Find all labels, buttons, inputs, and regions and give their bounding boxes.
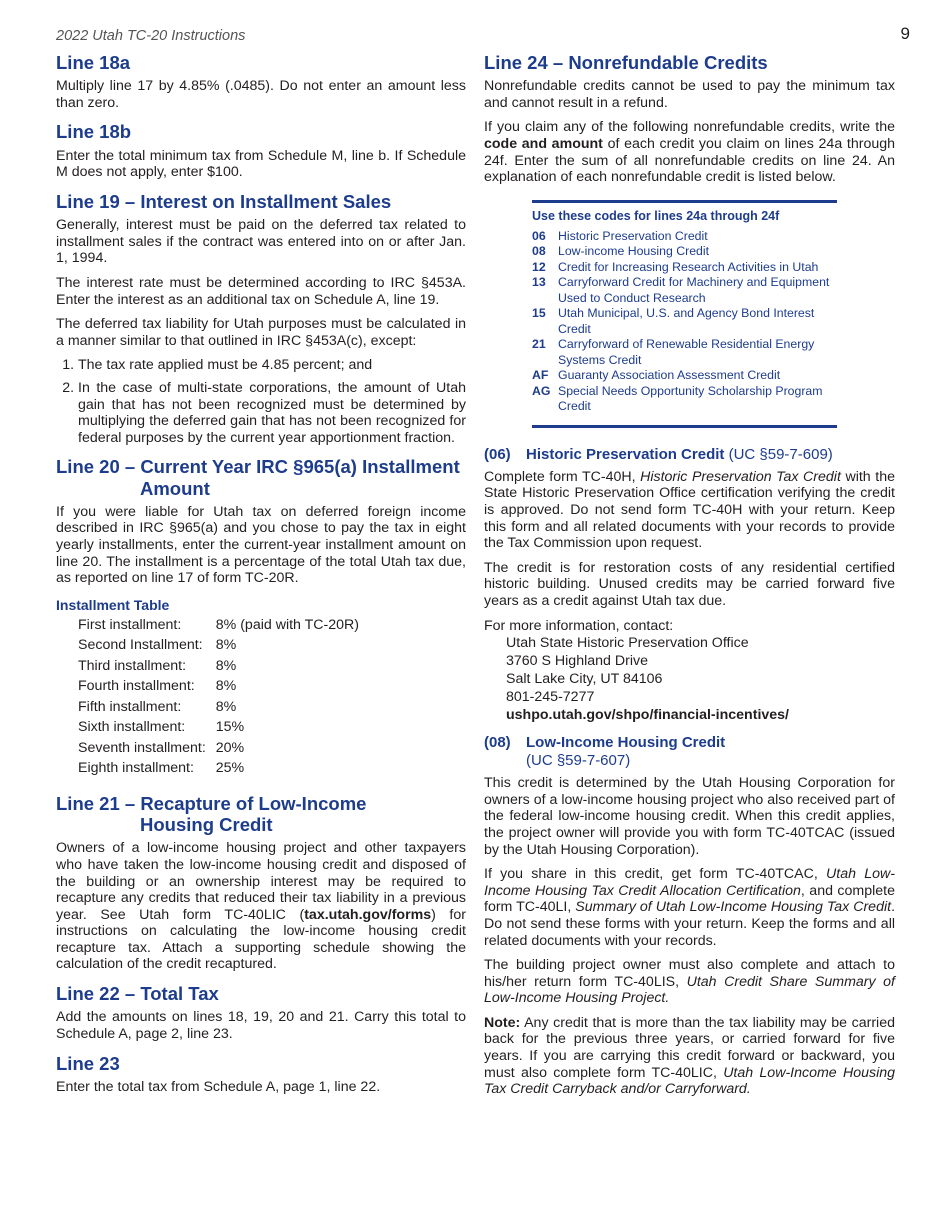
installment-table-title: Installment Table: [56, 596, 170, 613]
credit-06-paragraph: The credit is for restoration costs of any residential certified historic building. Unused credits may be carried forward five years as a credit against Utah tax due.: [484, 559, 895, 609]
table-row: [74, 617, 365, 638]
line-23-text: Enter the total tax from Schedule A, page 1, line 22.: [56, 1078, 381, 1095]
installment-value: 25%: [215, 760, 245, 777]
section-line-24: [484, 52, 895, 186]
line-18b-text: Enter the total minimum tax from Schedule M, line b. If Schedule M does not apply, enter $100.: [56, 147, 466, 181]
table-row: [74, 760, 365, 781]
list-item: 2. In the case of multi-state corporations, the amount of Utah gain that has not been recognized must be determined by multiplying the deferred gain that has not been recognized for federal purposes by the current year apportionment fraction.: [78, 380, 466, 446]
installment-label: First installment:: [78, 616, 182, 633]
page-header: 2022 Utah TC-20 Instructions: [56, 28, 246, 44]
note-label: Note:: [484, 1014, 521, 1031]
line-21-heading: [56, 793, 466, 836]
address-line: Salt Lake City, UT 84106: [506, 671, 663, 688]
credit-code: (08): [484, 734, 511, 752]
credit-08-text-part: . Do not send these forms with your return. Keep the forms and all related documents with your records.: [484, 899, 896, 949]
installment-table: [74, 617, 365, 781]
line-24-text-part: of each credit you claim on lines 24a through 24f. Enter the sum of all nonrefundable credits on line 24. An explanation of each nonrefundable credit is listed below.: [484, 136, 896, 186]
section-line-18b: [56, 121, 466, 180]
code-row: [532, 384, 837, 415]
phone-number: 801-245-7277: [506, 689, 595, 706]
code-label: Carryforward Credit for Machinery and Equipment Used to Conduct Research: [558, 275, 830, 305]
line-18a-heading: Line 18a: [56, 52, 131, 73]
table-row: [74, 740, 365, 761]
form-title: Utah Credit Share Summary of Low-Income Housing Project.: [484, 973, 895, 1007]
credit-08-paragraph: This credit is determined by the Utah Housing Corporation for owners of a low-income housing project who also received part of the federal low-income housing credit. When this credit applies, the project owner will provide you with form TC-40TCAC (issued by the Utah Housing Corporation).: [484, 775, 895, 858]
installment-label: Second Installment:: [78, 637, 203, 654]
line-20-heading-second: Amount: [140, 477, 210, 499]
installment-label: Fifth installment:: [78, 698, 182, 715]
credit-08-text-part: , and complete form TC-40LI,: [484, 882, 895, 916]
line-20-heading-first: Line 20 – Current Year IRC §965(a) Installment: [56, 456, 460, 478]
installment-label: Fourth installment:: [78, 678, 195, 695]
credit-08-heading: [484, 734, 895, 770]
credit-codes-box: [532, 200, 837, 428]
installment-label: Third installment:: [78, 657, 187, 674]
code-row: [532, 229, 837, 245]
credit-code: (06): [484, 445, 511, 463]
credit-06-paragraph: [484, 469, 895, 552]
code-label: Special Needs Opportunity Scholarship Program Credit: [558, 383, 823, 414]
installment-value: 8% (paid with TC-20R): [215, 616, 360, 633]
installment-value: 20%: [215, 739, 245, 756]
installment-value: 8%: [215, 637, 237, 654]
credit-08-paragraph: [484, 866, 895, 949]
code-number: AG: [532, 383, 551, 398]
exception-list: [56, 357, 466, 446]
page-number: 9: [900, 24, 910, 43]
line-19-paragraph: Generally, interest must be paid on the deferred tax related to installment sales if the contract was entered into on or after Jan. 1, 1994.: [56, 217, 466, 267]
address-line: 3760 S Highland Drive: [506, 653, 648, 670]
code-row: [532, 260, 837, 276]
form-title: Historic Preservation Tax Credit: [640, 468, 841, 485]
line-20-heading: [56, 456, 466, 499]
left-column: [56, 52, 466, 1105]
code-number: 15: [532, 306, 546, 321]
line-21-text-part: Owners of a low-income housing project and other taxpayers who have taken the low-income housing credit and disposed of the building or an ownership interest may be required to recapture any credits that reduced their tax liability in a previous year. See Utah form TC-40LIC (: [56, 840, 466, 923]
code-row: [532, 244, 837, 260]
contact-address: [484, 634, 895, 724]
line-18b-heading: Line 18b: [56, 121, 132, 143]
form-title: Summary of Utah Low-Income Housing Tax Credit: [575, 899, 892, 916]
installment-label: Eighth installment:: [78, 760, 194, 777]
ushpo-link[interactable]: ushpo.utah.gov/shpo/financial-incentives/: [506, 707, 789, 724]
line-23-heading: Line 23: [56, 1052, 120, 1074]
line-24-heading: Line 24 – Nonrefundable Credits: [484, 52, 768, 73]
code-label: Guaranty Association Assessment Credit: [558, 368, 781, 383]
section-line-21: [56, 793, 466, 973]
table-row: [74, 678, 365, 699]
code-row: [532, 306, 837, 337]
credit-08-paragraph: [484, 957, 895, 1007]
section-line-20: [56, 456, 466, 781]
installment-value: 8%: [215, 698, 237, 715]
form-title: Utah Low-Income Housing Tax Credit Carryback and/or Carryforward.: [484, 1064, 895, 1098]
note-text: Any credit that is more than the tax liability may be carried back for the previous three years, or carried forward for five years. If you are carrying this credit forward or backward, you must also complete form TC-40LIC,: [484, 1014, 895, 1081]
code-number: 08: [532, 244, 546, 259]
credit-08-note: [484, 1015, 895, 1098]
credit-title: Low-Income Housing Credit: [526, 734, 726, 752]
code-number: AF: [532, 368, 549, 383]
code-number: 12: [532, 259, 546, 274]
line-19-heading: Line 19 – Interest on Installment Sales: [56, 190, 392, 212]
line-19-paragraph: The deferred tax liability for Utah purposes must be calculated in a manner similar to that outlined in IRC §453A(c), except:: [56, 316, 466, 349]
line-24-paragraph: [484, 119, 895, 185]
line-21-heading-first: Line 21 – Recapture of Low-Income: [56, 792, 367, 814]
credit-08-text-part: The building project owner must also complete and attach to his/her return form TC-40LIS,: [484, 957, 895, 990]
installment-label: Sixth installment:: [78, 719, 186, 736]
installment-value: 8%: [215, 657, 237, 674]
line-24-paragraph: Nonrefundable credits cannot be used to pay the minimum tax and cannot result in a refund.: [484, 78, 895, 111]
code-row: [532, 275, 837, 306]
line-18a-text: Multiply line 17 by 4.85% (.0485). Do not enter an amount less than zero.: [56, 78, 466, 111]
table-row: [74, 658, 365, 679]
code-label: Carryforward of Renewable Residential Energy Systems Credit: [558, 337, 815, 367]
installment-value: 15%: [215, 719, 245, 736]
section-line-18a: [56, 52, 466, 111]
line-21-text-part: ) for instructions on calculating the low-income housing credit recapture tax. Attach a supporting schedule showing the calculation of the credit recaptured.: [56, 906, 466, 973]
code-label: Historic Preservation Credit: [558, 228, 708, 243]
section-line-23: [56, 1053, 466, 1096]
line-21-text: [56, 840, 466, 973]
section-credit-06: [484, 446, 895, 724]
code-label: Utah Municipal, U.S. and Agency Bond Interest Credit: [558, 306, 815, 336]
line-24-text-part: If you claim any of the following nonrefundable credits, write the: [484, 119, 895, 136]
credit-citation: (UC §59-7-609): [728, 445, 833, 463]
tax-forms-link[interactable]: tax.utah.gov/forms: [304, 906, 432, 923]
address-line: Utah State Historic Preservation Office: [506, 635, 749, 652]
line-20-text: If you were liable for Utah tax on deferred foreign income described in IRC §965(a) and you chose to pay the tax in eight yearly installments, enter the current-year installment amount on line 20. The installment is a percentage of the total Utah tax due, as reported on line 17 of form TC-20R.: [56, 503, 466, 587]
list-item: 1. The tax rate applied must be 4.85 percent; and: [78, 357, 466, 374]
section-line-22: [56, 983, 466, 1042]
credit-06-heading: [484, 446, 895, 464]
section-line-19: [56, 191, 466, 446]
line-21-heading-second: Housing Credit: [140, 814, 273, 836]
code-label: Credit for Increasing Research Activities in Utah: [558, 259, 819, 274]
installment-label: Seventh installment:: [78, 739, 206, 756]
codes-title: Use these codes for lines 24a through 24f: [532, 208, 780, 223]
code-number: 06: [532, 228, 546, 243]
section-credit-08: [484, 734, 895, 1098]
code-number: 13: [532, 275, 546, 290]
credit-title-wrap: [526, 446, 833, 464]
contact-intro: For more information, contact:: [484, 617, 674, 634]
credit-08-text-part: If you share in this credit, get form TC-40TCAC,: [484, 866, 827, 883]
code-row: [532, 337, 837, 368]
credit-06-text-part: Complete form TC-40H,: [484, 468, 641, 485]
line-22-heading: Line 22 – Total Tax: [56, 983, 219, 1005]
line-24-bold-text: code and amount: [484, 136, 603, 153]
credit-06-text-part: with the State Historic Preservation Office certification verifying the credit is approved. Do not send form TC-40H with your return. Keep this form and all related documents with your records to provide the Tax Commission upon request.: [484, 468, 895, 552]
form-title: Utah Low-Income Housing Tax Credit Allocation Certification: [484, 866, 895, 899]
line-22-text: Add the amounts on lines 18, 19, 20 and 21. Carry this total to Schedule A, page 2, line 23.: [56, 1009, 466, 1042]
code-row: [532, 368, 837, 384]
code-number: 21: [532, 337, 546, 352]
credit-title-wrap: [526, 734, 725, 770]
code-label: Low-income Housing Credit: [558, 244, 710, 259]
right-column: [484, 52, 895, 1108]
credit-citation: (UC §59-7-607): [526, 752, 631, 770]
table-row: [74, 699, 365, 720]
table-row: [74, 637, 365, 658]
installment-value: 8%: [215, 678, 237, 695]
credit-title: Historic Preservation Credit: [526, 445, 725, 463]
table-row: [74, 719, 365, 740]
line-19-paragraph: The interest rate must be determined according to IRC §453A. Enter the interest as an additional tax on Schedule A, line 19.: [56, 274, 466, 308]
